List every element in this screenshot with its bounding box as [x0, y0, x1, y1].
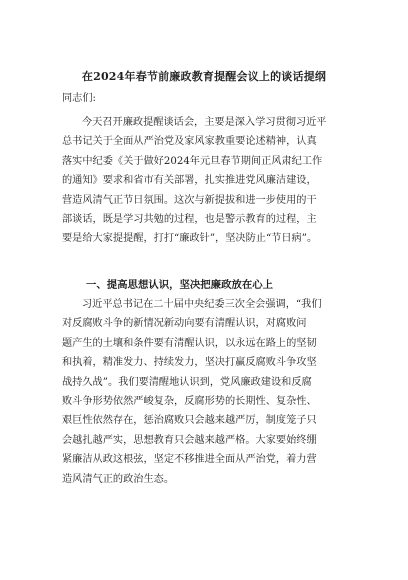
intro-line: 的通知》要求和省市有关部署，扎实推进党风廉洁建设， — [62, 175, 317, 187]
document-title: 在2024年春节前廉政教育提醒会议上的谈话提纲 — [81, 70, 327, 83]
section1-paragraph — [62, 295, 356, 489]
section-heading: 一、提高思想认识，坚决把廉政放在心上 — [86, 279, 274, 291]
section1-line: 战持久战”。我们要清醒地认识到，党风廉政建设和反腐 — [62, 376, 312, 388]
section1-line: 和执着，精准发力、持续发力，坚决打赢反腐败斗争攻坚 — [62, 357, 317, 369]
intro-line: 总书记关于全面从严治党及家风家教重要论述精神，认真 — [62, 136, 317, 148]
intro-line: 部谈话，既是学习共勉的过程，也是警示教育的过程，主 — [62, 214, 317, 226]
intro-line: 落实中纪委《关于做好2024年元旦春节期间正风肃纪工作 — [62, 155, 323, 167]
intro-line: 要是给大家提提醒，打打“廉政针”，坚决防止“节日病”。 — [62, 233, 318, 245]
intro-paragraph — [62, 113, 356, 249]
intro-line: 营造风清气正节日氛围。这次与新提拔和进一步使用的干 — [62, 194, 317, 206]
section1-line: 败斗争形势依然严峻复杂，反腐形势的长期性、复杂性、 — [62, 396, 317, 408]
section1-line: 造风清气正的政治生态。 — [62, 473, 175, 485]
section1-line: 习近平总书记在二十届中央纪委三次全会强调，“我们 — [82, 299, 322, 310]
section1-line: 艰巨性依然存在，惩治腐败只会越来越严厉，制度笼子只 — [62, 415, 317, 427]
section1-line: 紧廉洁从政这根弦，坚定不移推进全面从严治党，着力营 — [62, 454, 317, 466]
intro-line: 今天召开廉政提醒谈话会，主要是深入学习贯彻习近平 — [82, 117, 327, 128]
greeting: 同志们: — [62, 93, 96, 104]
section1-line: 对反腐败斗争的新情况新动向要有清醒认识，对腐败问 — [62, 318, 307, 330]
section1-line: 题产生的土壤和条件要有清醒认识，以永远在路上的坚韧 — [62, 337, 317, 349]
section1-line: 会越扎越严实，思想教育只会越来越严格。大家要始终绷 — [62, 434, 317, 446]
